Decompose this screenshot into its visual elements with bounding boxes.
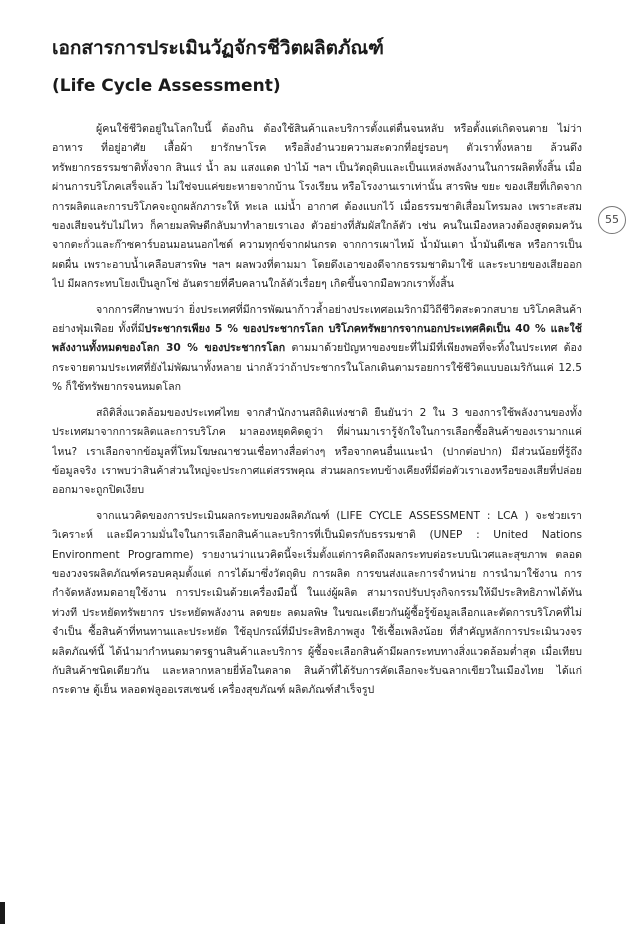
paragraph-text: สถิติสิ่งแวดล้อมของประเทศไทย จากสำนักงานสถิติแห่งชาติ ยืนยันว่า 2 ใน 3 ของการใช้พลังงานของทั้งประเทศมาจากการผลิตและการบริโภค มาลองหยุดคิดดูว่า ที่ผ่านมาเรารู้จักใจในการเลือกซื้อสินค้าของเรามากแค่ไหน? เราเลือกจากข้อมูลที่โหมโฆษณาชวนเชื่อทางสื่อต่างๆ หรือจากคนอื่นแนะนำ (ปากต่อปาก) มีส่วนน้อยที่รู้ถึงข้อมูลจริง เราพบว่าสินค้าส่วนใหญ่จะประกาศแต่สรรพคุณ ส่วนผลกระทบข้างเคียงที่มีต่อตัวเราเองหรือของเสียที่ปล่อยออกมาจะถูกปิดเงียบ: [52, 406, 582, 497]
paragraph-text: จากการศึกษาพบว่า ยิ่งประเทศที่มีการพัฒนาก้าวล้ำอย่างประเทศอเมริกามีวิถีชีวิตสะดวกสบาย บริโภคสินค้าอย่างฟุ่มเฟือย ทั้งที่มี: [52, 303, 582, 336]
paragraph-text: ผู้คนใช้ชีวิตอยู่ในโลกใบนี้ ต้องกิน ต้องใช้สินค้าและบริการตั้งแต่ตื่นจนหลับ หรือตั้งแต่เกิดจนตาย ไม่ว่า อาหาร ที่อยู่อาศัย เสื้อผ้า ยารักษาโรค หรือสิ่งอำนวยความสะดวกที่อยู่รอบๆ ตัวเราทั้งหลาย ล้วนดึงทรัพยากรธรรมชาติทั้งจาก สินแร่ น้ำ ลม แสงแดด ป่าไม้ ฯลฯ เป็นวัตถุดิบและเป็นแหล่งพลังงานในการผลิตทั้งสิ้น เมื่อผ่านการบริโภคเสร็จแล้ว ไม่ใช่จบแค่ขยะหายจากบ้าน โรงเรียน หรือโรงงานเราเท่านั้น สารพิษ ขยะ ของเสียที่เกิดจากการผลิตและการบริโภคจะถูกผลักภาระให้ ทะเล แม่น้ำ อากาศ ต้องแบกไว้ เมื่อธรรมชาติเสื่อมโทรมลง เพราะสะสมของเสียจนรับไม่ไหว ก็คายมลพิษดีกลับมาทำลายเราเอง ตัวอย่างที่สัมผัสใกล้ตัว เช่น คนในเมืองหลวงต้องสูดดมควันจากตะกั่วและก๊าซคาร์บอนมอนนอกไซด์ ความทุกข์จากฝนกรด จากการเผาไหม้ น้ำมันเตา น้ำมันดีเซล หรือการเป็นผดผื่น เพราะอาบน้ำเคลือบสารพิษ ฯลฯ ผลพวงที่ตามมา โดยดึงเอาของดีจากธรรมชาติมาใช้ และระบายของเสียออกไป มีผลกระทบโยงเป็นลูกโซ่ อันตรายที่คืบคลานใกล้ตัวเรื่อยๆ เกิดขึ้นจากมือพวกเราทั้งสิ้น: [52, 123, 582, 291]
scan-edge-mark: [0, 902, 5, 924]
page-title: เอกสารการประเมินวัฏจักรชีวิตผลิตภัณฑ์: [52, 37, 384, 59]
paragraph: [52, 507, 582, 701]
paragraph-bold-text: ประชากรเพียง 5 % ของประชากรโลก บริโภคทรัพยากรจากนอกประเทศคิดเป็น 40 % และใช้พลังงานทั้งหมดของโลก 30 % ของประชากรโลก: [52, 323, 582, 355]
page-number-badge: 55: [598, 206, 626, 234]
document-body: [52, 120, 582, 910]
paragraph: [52, 301, 582, 398]
paragraph-text: จากแนวคิดของการประเมินผลกระทบของผลิตภัณฑ์ (LIFE CYCLE ASSESSMENT : LCA ) จะช่วยเราวิเคราะห์ และมีความมั่นใจในการเลือกสินค้าและบริการที่เป็นมิตรกับธรรมชาติ (UNEP : United Nations Environment Programme) รายงานว่าแนวคิดนี้จะเริ่มตั้งแต่การคิดถึงผลกระทบต่อระบบนิเวศและสุขภาพ ตลอดของวงจรผลิตภัณฑ์ครอบคลุมตั้งแต่ การได้มาซึ่งวัตถุดิบ การผลิต การขนส่งและการจำหน่าย การนำมาใช้งาน การกำจัดหลังหมดอายุใช้งาน การประเมินด้วยเครื่องมือนี้ ในแง่ผู้ผลิต สามารถปรับปรุงกิจกรรมให้มีประสิทธิภาพได้ทันท่วงที ประหยัดทรัพยากร ประหยัดพลังงาน ลดขยะ ลดมลพิษ ในขณะเดียวกันผู้ซื้อรู้ข้อมูลเลือกและตัดการบริโภคที่ไม่จำเป็น ซื้อสินค้าที่ทนทานและประหยัด ใช้อุปกรณ์ที่มีประสิทธิภาพสูง ใช้เชื้อเพลิงน้อย ที่สำคัญหลักการประเมินวงจรผลิตภัณฑ์นี้ ได้นำมากำหนดมาตรฐานสินค้าและบริการ ผู้ซื้อจะเลือกสินค้ามีผลกระทบทางสิ่งแวดล้อมต่ำสุด เมื่อเทียบกับสินค้าชนิดเดียวกัน และหลากหลายยี่ห้อในตลาด สินค้าที่ได้รับการคัดเลือกจะรับฉลากเขียวในเมืองไทย ได้แก่ กระดาษ ตู้เย็น หลอดฟลูออเรสเซนซ์ เครื่องสุขภัณฑ์ ผลิตภัณฑ์สำเร็จรูป: [52, 509, 582, 697]
page-subtitle: (Life Cycle Assessment): [52, 76, 281, 96]
paragraph: [52, 404, 582, 501]
paragraph-text: ตามมาด้วยปัญหาของขยะที่ไม่มีที่เพียงพอที่จะทิ้งในประเทศ ต้องกระจายตามประเทศที่ยังไม่พัฒนาทั้งหลาย น่ากลัวว่าถ้าประชากรในโลกเดินตามรอยการใช้ชีวิตแบบอเมริกันแค่ 12.5 % ก็ใช้ทรัพยากรจนหมดโลก: [52, 342, 582, 394]
paragraph: [52, 120, 582, 295]
